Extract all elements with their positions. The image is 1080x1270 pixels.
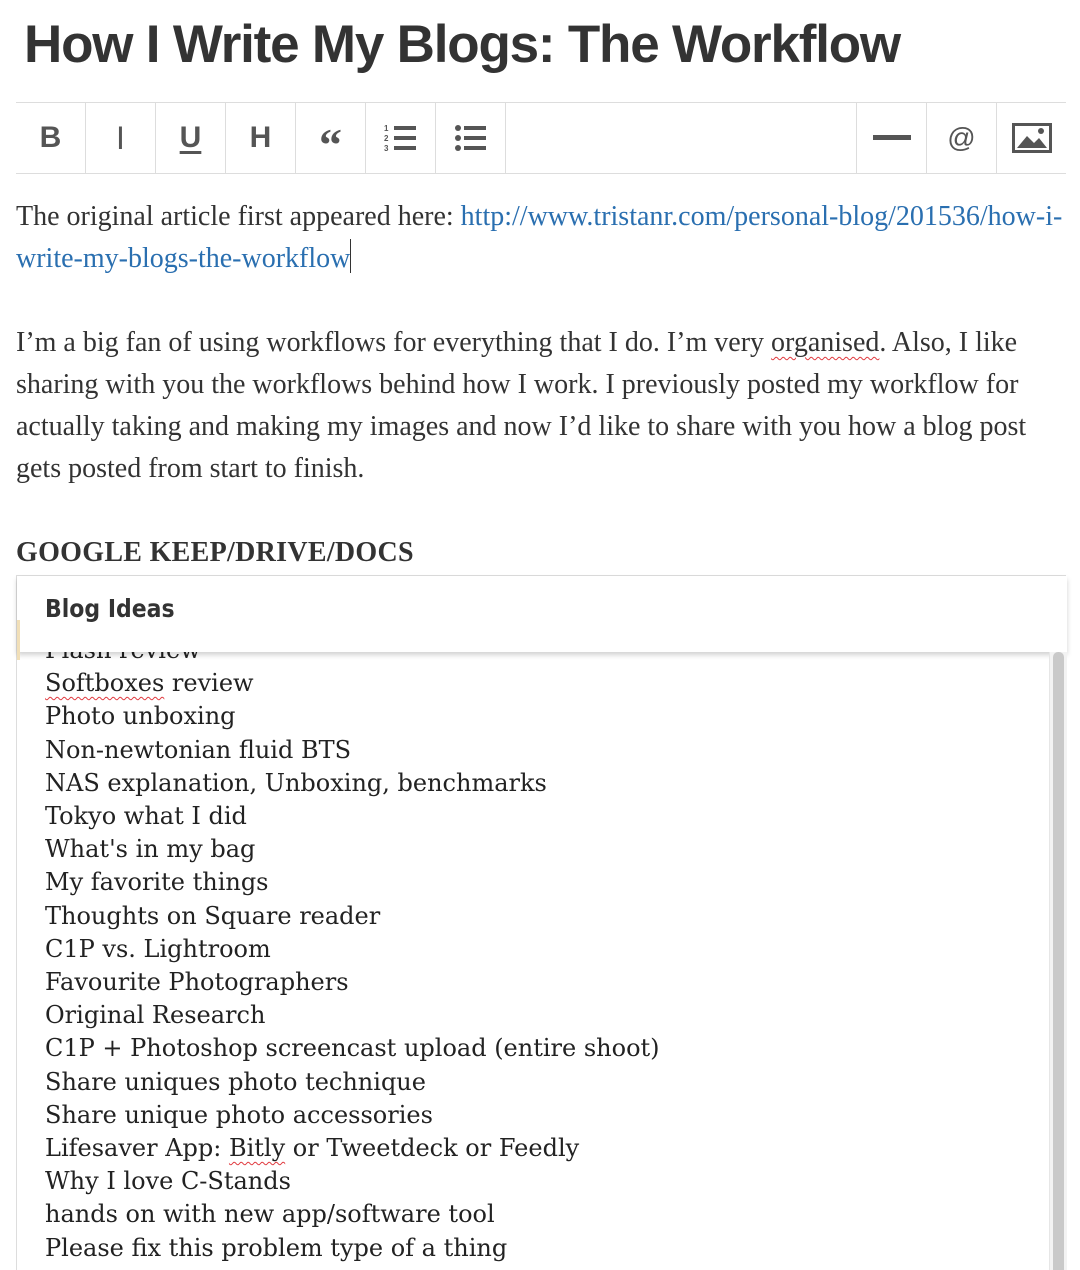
keep-list-item: Original Research — [45, 1001, 266, 1030]
quote-button[interactable] — [296, 103, 366, 173]
keep-list-item: Thoughts on Square reader — [45, 901, 381, 930]
editor-toolbar — [16, 102, 1066, 174]
keep-list-item: Favourite Photographers — [45, 968, 349, 997]
keep-list-item: NAS explanation, Unboxing, benchmarks — [45, 768, 547, 797]
keep-list-item-text: Lifesaver App: — [45, 1134, 229, 1163]
insert-image-button[interactable] — [996, 103, 1066, 173]
svg-text:2: 2 — [383, 134, 388, 143]
body-text-start: I’m a big fan of using workflows for everything that I do. I’m very — [16, 327, 772, 358]
keep-list-item — [45, 1132, 1045, 1165]
mention-label: @ — [947, 122, 976, 153]
underline-button[interactable] — [156, 103, 226, 173]
spellcheck-word: Softboxes — [45, 669, 165, 698]
keep-note-screenshot — [16, 575, 1066, 1270]
underline-label: U — [179, 121, 202, 154]
keep-note-accent — [17, 620, 20, 660]
keep-list-item: Non-newtonian fluid BTS — [45, 735, 352, 764]
keep-list-item: Photo unboxing — [45, 702, 236, 731]
italic-button[interactable] — [86, 103, 156, 173]
keep-list-item: Why I love C-Stands — [45, 1167, 291, 1196]
unordered-list-icon — [455, 124, 487, 152]
keep-list-item: C1P vs. Lightroom — [45, 934, 271, 963]
intro-paragraph[interactable] — [16, 196, 1066, 280]
keep-note-list — [45, 634, 1045, 1265]
keep-list-item: Share unique photo accessories — [45, 1100, 433, 1129]
intro-text: The original article first appeared here: — [16, 201, 461, 232]
horizontal-rule-button[interactable] — [856, 103, 926, 173]
original-article-link[interactable]: http://www.tristanr.com/personal-blog/201536/how-i-write-my-blogs-the-workflow — [16, 201, 1063, 274]
keep-list-item: Share uniques photo technique — [45, 1067, 426, 1096]
bold-button[interactable] — [16, 103, 86, 173]
ordered-list-icon — [384, 123, 418, 153]
section-heading[interactable]: GOOGLE KEEP/DRIVE/DOCS — [16, 537, 414, 568]
keep-list-item: Tokyo what I did — [45, 802, 247, 831]
heading-label: H — [249, 121, 272, 154]
toolbar-spacer — [506, 103, 856, 173]
bold-label: B — [39, 121, 62, 154]
keep-list-item-text: or Tweetdeck or Feedly — [285, 1134, 580, 1163]
image-icon — [1012, 123, 1052, 153]
keep-list-item: My favorite things — [45, 868, 269, 897]
keep-list-item — [45, 667, 1045, 700]
keep-note-header — [17, 576, 1067, 652]
svg-text:1: 1 — [383, 124, 388, 133]
text-cursor — [350, 239, 351, 273]
post-title[interactable]: How I Write My Blogs: The Workflow — [24, 15, 900, 74]
keep-scrollbar[interactable] — [1049, 652, 1067, 1270]
keep-list-item: C1P + Photoshop screencast upload (entire shoot) — [45, 1034, 660, 1063]
ordered-list-button[interactable] — [366, 103, 436, 173]
body-paragraph[interactable] — [16, 322, 1066, 490]
body-text-end: . Also, I like sharing with you the workflows behind how I work. I previously posted my workflow for actually taking and making my images and now I’d like to share with you how a blog post gets posted from start to finish. — [16, 327, 1027, 484]
unordered-list-button[interactable] — [436, 103, 506, 173]
keep-scrollbar-thumb[interactable] — [1053, 652, 1064, 1270]
quote-label: “ — [319, 119, 342, 170]
keep-list-item: Please fix this problem type of a thing — [45, 1233, 508, 1262]
italic-label: I — [116, 119, 125, 156]
horizontal-rule-icon — [873, 135, 911, 141]
keep-note-title: Blog Ideas — [45, 594, 175, 623]
svg-text:3: 3 — [383, 144, 388, 153]
keep-list-item: hands on with new app/software tool — [45, 1200, 495, 1229]
spellcheck-word: Bitly — [228, 1134, 286, 1163]
keep-list-item: What's in my bag — [45, 835, 256, 864]
spellcheck-word[interactable]: organised — [771, 327, 880, 358]
mention-button[interactable] — [926, 103, 996, 173]
heading-button[interactable] — [226, 103, 296, 173]
keep-list-item-text: review — [164, 669, 254, 698]
